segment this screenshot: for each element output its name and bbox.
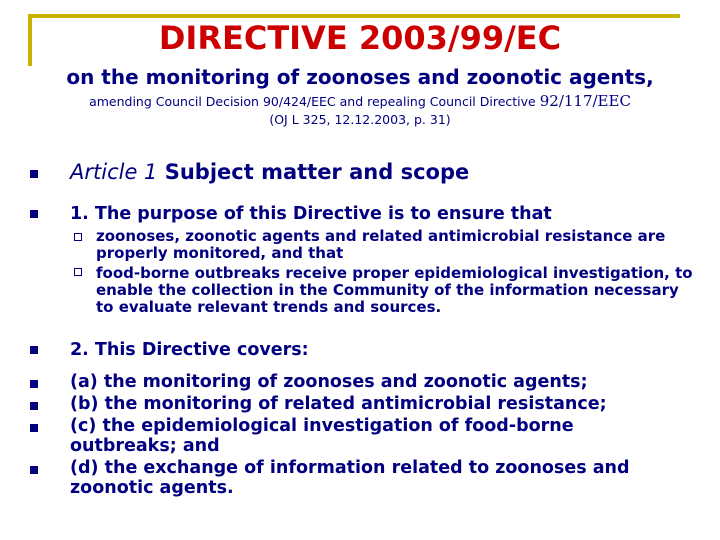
purpose-intro: 1. The purpose of this Directive is to ensure that [70,204,552,224]
bullet-icon [30,170,38,178]
sub-bullet-icon [74,268,82,276]
covers-item: (d) the exchange of information related to zoonoses and zoonotic agents. [70,458,630,498]
page-subtitle: on the monitoring of zoonoses and zoonotic agents, [66,65,654,89]
bullet-icon [30,466,38,474]
covers-item: (b) the monitoring of related antimicrobial resistance; [70,394,607,414]
purpose-point: food-borne outbreaks receive proper epidemiological investigation, to enable the collection in the Community of the information necessary to evaluate relevant trends and sources. [96,264,693,316]
covers-intro: 2. This Directive covers: [70,340,309,360]
bullet-icon [30,424,38,432]
bullet-icon [30,346,38,354]
purpose-point: zoonoses, zoonotic agents and related antimicrobial resistance are properly monitored, and that [96,227,666,262]
article-label: Article 1 [70,160,158,184]
sub-bullet-icon [74,233,82,241]
oj-reference: (OJ L 325, 12.12.2003, p. 31) [269,112,451,127]
bullet-icon [30,380,38,388]
page-title: DIRECTIVE 2003/99/EC [158,19,562,57]
article-title: Subject matter and scope [164,160,470,184]
bullet-icon [30,402,38,410]
amending-number: 92/117/EEC [539,92,631,110]
amending-note [0,92,720,111]
covers-item: (c) the epidemiological investigation of food-borne outbreaks; and [70,416,574,456]
article-heading [70,158,469,186]
covers-item: (a) the monitoring of zoonoses and zoonotic agents; [70,372,588,392]
amending-text: amending Council Decision 90/424/EEC and repealing Council Directive [89,94,536,109]
bullet-icon [30,210,38,218]
